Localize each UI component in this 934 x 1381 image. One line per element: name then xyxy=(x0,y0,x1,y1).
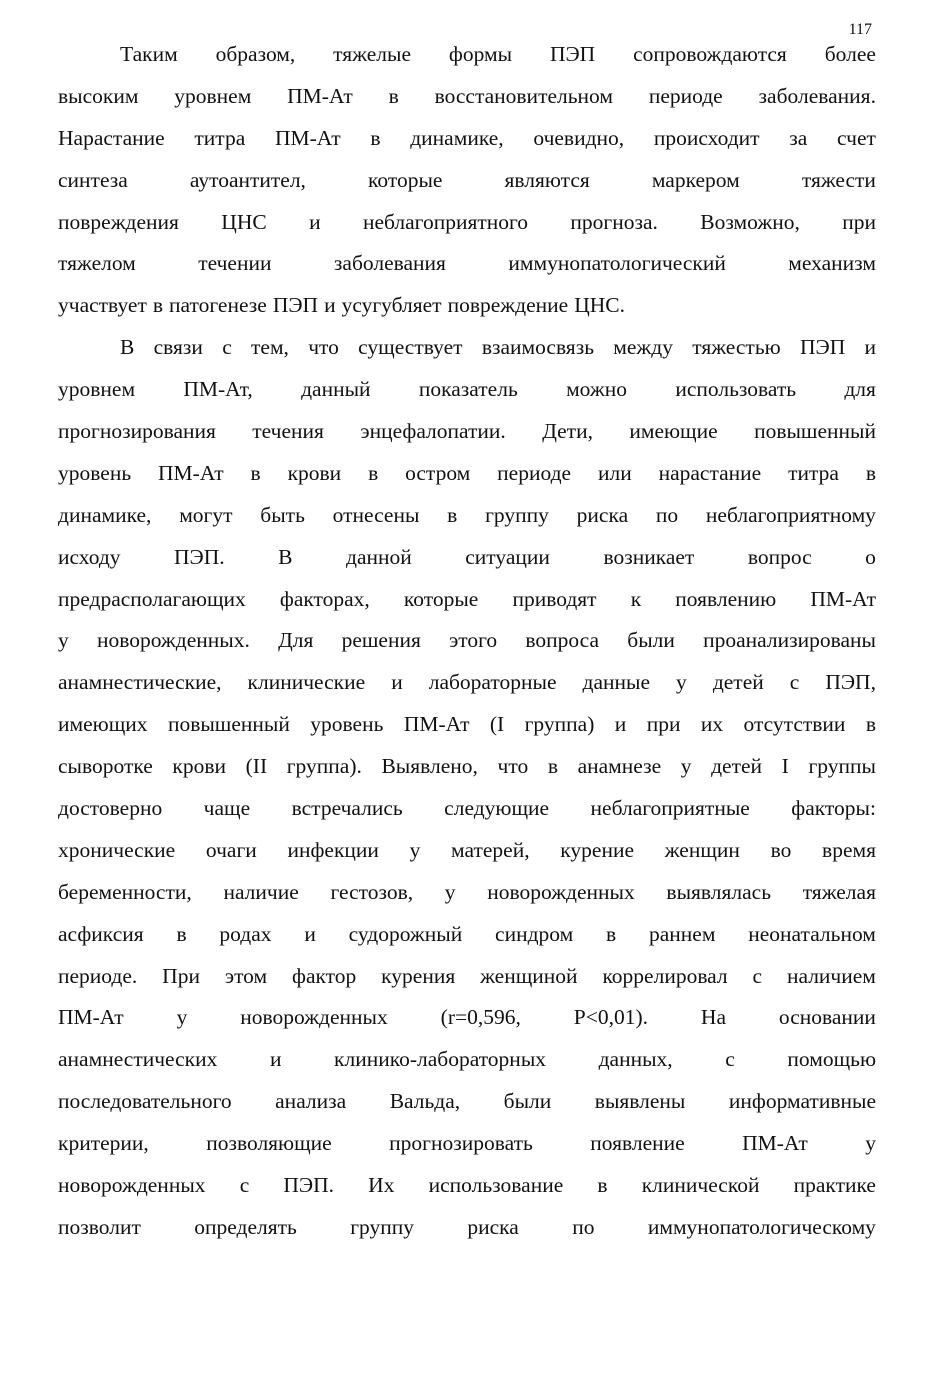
word: предрасполагающих xyxy=(58,586,246,611)
word: тяжелая xyxy=(802,879,876,904)
word: данной xyxy=(346,544,412,569)
word: сопровождаются xyxy=(633,42,787,66)
word: коррелировал xyxy=(602,963,728,988)
word: позволяющие xyxy=(206,1131,332,1156)
word: данные xyxy=(582,670,651,695)
text-line xyxy=(58,662,876,704)
word: тяжелые xyxy=(333,42,411,66)
word: и xyxy=(269,1047,282,1072)
word: усугубляет xyxy=(341,293,442,318)
word: новорожденных. xyxy=(96,628,250,653)
word: детей xyxy=(711,754,763,779)
word: повреждения xyxy=(58,209,179,234)
word: анамнезе xyxy=(577,754,662,779)
word: для xyxy=(844,377,876,402)
word: фактор xyxy=(292,963,357,988)
word: новорожденных xyxy=(487,879,635,904)
word: образом, xyxy=(215,42,296,66)
word: существует xyxy=(358,335,463,360)
word: неблагоприятного xyxy=(362,209,529,234)
word: При xyxy=(162,963,200,988)
text-line xyxy=(58,34,876,76)
word: маркером xyxy=(651,167,740,192)
word: Выявлено, xyxy=(381,754,478,779)
word: в xyxy=(606,921,617,946)
word: у xyxy=(865,1131,876,1156)
word: ПМ-Ат xyxy=(58,1005,124,1030)
word: остром xyxy=(405,460,471,485)
word: На xyxy=(700,1005,726,1030)
word: клинической xyxy=(641,1173,760,1198)
word: и xyxy=(309,209,321,234)
word: неонатальном xyxy=(748,921,876,946)
word: участвует xyxy=(58,293,147,318)
word: ПМ-Ат xyxy=(742,1131,808,1156)
word: ПЭП. xyxy=(174,544,225,569)
text-line xyxy=(58,579,876,621)
text-line xyxy=(58,997,876,1039)
word: информативные xyxy=(728,1089,876,1114)
word: более xyxy=(824,42,876,66)
word: связи xyxy=(153,335,203,360)
text-line xyxy=(58,160,876,202)
word: тяжести xyxy=(801,167,876,192)
word: при xyxy=(842,209,876,234)
text-line xyxy=(58,243,876,285)
word: выявлялась xyxy=(666,879,772,904)
text-line xyxy=(58,537,876,579)
text-line xyxy=(58,746,876,788)
word: анамнестические, xyxy=(58,670,222,695)
word: помощью xyxy=(787,1047,876,1072)
word: использование xyxy=(428,1173,564,1198)
word: лабораторные xyxy=(428,670,557,695)
word: выявлены xyxy=(594,1089,686,1114)
word: женщиной xyxy=(480,963,578,988)
word: ПМ-Ат xyxy=(274,125,341,150)
text-line xyxy=(58,202,876,244)
text-line xyxy=(58,914,876,956)
word: следующие xyxy=(444,796,550,821)
word: у xyxy=(676,670,687,695)
word: с xyxy=(239,1173,250,1198)
word: наличием xyxy=(786,963,876,988)
word: быть xyxy=(260,502,305,527)
word: практике xyxy=(793,1173,876,1198)
word: и xyxy=(391,670,403,695)
word: этого xyxy=(449,628,498,653)
text-line xyxy=(58,453,876,495)
word: встречались xyxy=(291,796,403,821)
word: в xyxy=(865,712,876,737)
word: возникает xyxy=(603,544,695,569)
word: (r=0,596, xyxy=(440,1005,521,1030)
word: периоде xyxy=(497,460,572,485)
word: курения xyxy=(381,963,456,988)
word: взаимосвязь xyxy=(481,335,594,360)
word: механизм xyxy=(788,251,876,276)
word: динамике, xyxy=(58,502,152,527)
word: которые xyxy=(403,586,479,611)
word: группы xyxy=(808,754,876,779)
word: в xyxy=(176,921,187,946)
word: тяжелом xyxy=(58,251,136,276)
word: за xyxy=(789,125,808,150)
word: к xyxy=(630,586,642,611)
word: позволит xyxy=(58,1214,141,1239)
word: группа) xyxy=(524,712,595,737)
word: критерии, xyxy=(58,1131,149,1156)
word: синтеза xyxy=(58,167,128,192)
word: неблагоприятные xyxy=(590,796,750,821)
word: являются xyxy=(504,167,590,192)
word: динамике, xyxy=(410,125,504,150)
word: в xyxy=(597,1173,608,1198)
word: клинико-лабораторных xyxy=(334,1047,547,1072)
word: определять xyxy=(194,1214,297,1239)
word: (I xyxy=(489,712,505,737)
text-line xyxy=(58,830,876,872)
text-line xyxy=(58,1165,876,1207)
word: ПЭП. xyxy=(283,1173,335,1198)
word: последовательного xyxy=(58,1089,232,1114)
word: у xyxy=(444,879,456,904)
word: хронические xyxy=(58,837,176,862)
word: синдром xyxy=(495,921,574,946)
word: ПЭП, xyxy=(825,670,876,695)
word: риска xyxy=(576,502,629,527)
word: беременности, xyxy=(58,879,192,904)
word: данный xyxy=(301,377,371,402)
word: крови xyxy=(172,754,227,779)
text-line xyxy=(58,495,876,537)
word: и xyxy=(864,335,876,360)
word: асфиксия xyxy=(58,921,144,946)
word: отсутствии xyxy=(743,712,846,737)
word: очевидно, xyxy=(533,125,625,150)
word: с xyxy=(222,335,232,360)
word: что xyxy=(497,754,529,779)
word: иммунопатологическому xyxy=(647,1214,876,1239)
word: периоде xyxy=(648,83,723,108)
word: нарастание xyxy=(658,460,762,485)
word: ПМ-Ат xyxy=(810,586,876,611)
word: курение xyxy=(560,837,635,862)
word: по xyxy=(572,1214,595,1239)
word: проанализированы xyxy=(703,628,876,653)
word: прогноза. xyxy=(570,209,658,234)
word: данных, xyxy=(598,1047,673,1072)
word: группу xyxy=(485,502,549,527)
word: I xyxy=(781,754,789,779)
word: у xyxy=(409,837,421,862)
word: течения xyxy=(252,419,324,444)
word: повышенный xyxy=(754,419,876,444)
word: в xyxy=(250,460,261,485)
word: исходу xyxy=(58,544,121,569)
word: аутоантител, xyxy=(189,167,306,192)
word: можно xyxy=(566,377,627,402)
word: гестозов, xyxy=(330,879,414,904)
word: ПЭП xyxy=(549,42,596,66)
word: уровень xyxy=(310,712,384,737)
word: повреждение xyxy=(447,293,569,318)
word: очаги xyxy=(205,837,257,862)
word: P<0,01). xyxy=(573,1005,649,1030)
text-line xyxy=(58,704,876,746)
word: или xyxy=(597,460,632,485)
word: в xyxy=(865,460,876,485)
page-number: 117 xyxy=(848,21,872,38)
word: отнесены xyxy=(332,502,420,527)
word: ПМ-Ат, xyxy=(183,377,253,402)
word: риска xyxy=(467,1214,519,1239)
word: имеющих xyxy=(58,712,148,737)
word: анамнестических xyxy=(58,1047,218,1072)
word: вопроса xyxy=(525,628,600,653)
text-line xyxy=(58,76,876,118)
word: имеющие xyxy=(629,419,718,444)
word: при xyxy=(646,712,681,737)
word: титра xyxy=(194,125,246,150)
word: течении xyxy=(198,251,272,276)
text-line xyxy=(58,285,876,327)
word: периоде. xyxy=(58,963,138,988)
word: уровнем xyxy=(58,377,136,402)
body-text xyxy=(58,34,876,1249)
word: и xyxy=(614,712,627,737)
word: прогнозирования xyxy=(58,419,216,444)
word: и xyxy=(324,293,336,318)
word: неблагоприятному xyxy=(705,502,876,527)
word: в xyxy=(447,502,458,527)
word: во xyxy=(770,837,792,862)
word: в xyxy=(547,754,558,779)
word: факторах, xyxy=(279,586,370,611)
text-line xyxy=(58,118,876,160)
word: появлению xyxy=(675,586,777,611)
word: уровнем xyxy=(174,83,252,108)
word: были xyxy=(503,1089,552,1114)
word: клинические xyxy=(247,670,366,695)
word: ПЭП xyxy=(272,293,319,318)
word: (II xyxy=(245,754,268,779)
word: время xyxy=(822,837,876,862)
word: с xyxy=(789,670,800,695)
word: Для xyxy=(278,628,314,653)
word: их xyxy=(700,712,724,737)
word: крови xyxy=(287,460,342,485)
word: ПМ-Ат xyxy=(158,460,224,485)
word: формы xyxy=(448,42,513,66)
text-line xyxy=(58,411,876,453)
word: анализа xyxy=(275,1089,347,1114)
word: Дети, xyxy=(542,419,593,444)
word: наличие xyxy=(223,879,299,904)
word: в xyxy=(388,83,399,108)
text-line xyxy=(58,620,876,662)
text-line xyxy=(58,327,876,369)
word: ПМ-Ат xyxy=(403,712,470,737)
word: новорожденных xyxy=(58,1173,206,1198)
word: которые xyxy=(368,167,443,192)
word: уровень xyxy=(58,460,132,485)
word: могут xyxy=(179,502,233,527)
word: тем, xyxy=(251,335,289,360)
word: сыворотке xyxy=(58,754,153,779)
word: решения xyxy=(341,628,421,653)
word: группа). xyxy=(286,754,362,779)
word: что xyxy=(308,335,339,360)
word: инфекции xyxy=(287,837,379,862)
word: в xyxy=(152,293,164,318)
text-line xyxy=(58,788,876,830)
word: ПЭП xyxy=(799,335,846,360)
word: приводят xyxy=(512,586,597,611)
word: и xyxy=(304,921,316,946)
word: ПМ-Ат xyxy=(287,83,353,108)
word: патогенезе xyxy=(169,293,267,318)
word: показатель xyxy=(418,377,518,402)
word: матерей, xyxy=(451,837,530,862)
text-line xyxy=(58,1081,876,1123)
word: ЦНС. xyxy=(574,293,625,318)
word: заболевания. xyxy=(758,83,876,108)
word: факторы: xyxy=(791,796,876,821)
word: судорожный xyxy=(348,921,463,946)
word: в xyxy=(370,125,381,150)
text-line xyxy=(58,1039,876,1081)
text-line xyxy=(58,369,876,411)
word: Вальда, xyxy=(389,1089,461,1114)
word: основании xyxy=(778,1005,876,1030)
word: у xyxy=(680,754,692,779)
word: высоким xyxy=(58,83,139,108)
word: В xyxy=(120,335,135,360)
word: женщин xyxy=(664,837,740,862)
word: ситуации xyxy=(465,544,550,569)
word: Нарастание xyxy=(58,125,165,150)
word: ЦНС xyxy=(221,209,267,234)
word: у xyxy=(58,628,69,653)
word: были xyxy=(627,628,675,653)
text-line xyxy=(58,956,876,998)
word: вопрос xyxy=(747,544,812,569)
word: появление xyxy=(590,1131,685,1156)
word: иммунопатологический xyxy=(508,251,726,276)
word: Таким xyxy=(120,42,178,66)
word: новорожденных xyxy=(240,1005,388,1030)
word: в xyxy=(368,460,379,485)
word: прогнозировать xyxy=(389,1131,533,1156)
word: достоверно xyxy=(58,796,163,821)
word: Возможно, xyxy=(700,209,800,234)
word: группу xyxy=(350,1214,414,1239)
word: между xyxy=(613,335,673,360)
word: у xyxy=(176,1005,188,1030)
word: происходит xyxy=(653,125,760,150)
word: детей xyxy=(712,670,764,695)
word: Их xyxy=(368,1173,395,1198)
text-line xyxy=(58,1207,876,1249)
word: заболевания xyxy=(333,251,446,276)
word: счет xyxy=(837,125,876,150)
word: В xyxy=(278,544,293,569)
word: о xyxy=(865,544,876,569)
word: энцефалопатии. xyxy=(360,419,506,444)
word: чаще xyxy=(203,796,251,821)
word: раннем xyxy=(649,921,716,946)
word: тяжестью xyxy=(692,335,781,360)
word: восстановительном xyxy=(434,83,613,108)
text-line xyxy=(58,1123,876,1165)
word: использовать xyxy=(675,377,797,402)
word: родах xyxy=(219,921,272,946)
word: этом xyxy=(224,963,268,988)
text-line xyxy=(58,872,876,914)
word: повышенный xyxy=(167,712,290,737)
word: с xyxy=(725,1047,735,1072)
word: титра xyxy=(788,460,839,485)
word: по xyxy=(655,502,679,527)
word: с xyxy=(752,963,763,988)
